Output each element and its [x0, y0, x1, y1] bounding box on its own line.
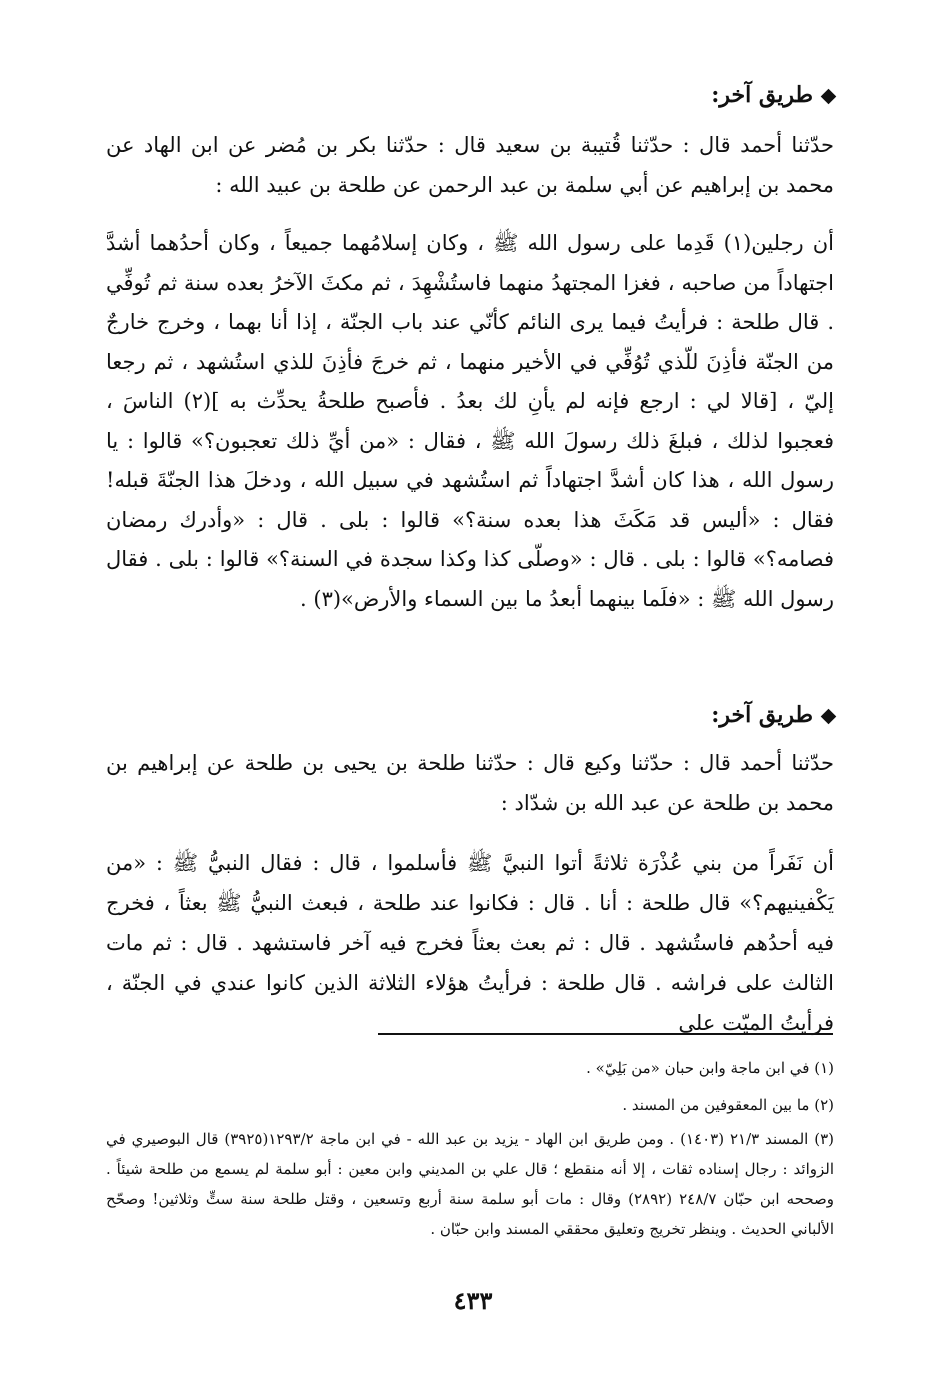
- hadith-text-2: أن نَفَراً من بني عُذْرَة ثلاثةً أتوا النبيَّ ﷺ فأسلموا ، قال : فقال النبيُّ ﷺ : «من يَكْفينيهم؟» قال طلحة : أنا . قال : فكانوا عند طلحة ، فبعث النبيُّ ﷺ بعثاً ، فخرج فيه أحدُهم فاستُشهد . قال : ثم بعث بعثاً فخرج فيه آخر فاستشهد . قال : ثم مات الثالث على فراشه . قال طلحة : فرأيتُ هؤلاء الثلاثة الذين كانوا عندي في الجنّة ، فرأيتُ الميّت على: [106, 851, 834, 1035]
- isnad-paragraph-2: حدّثنا أحمد قال : حدّثنا وكيع قال : حدّثنا طلحة بن يحيى بن طلحة عن إبراهيم بن محمد بن طلحة عن عبد الله بن شدّاد :: [106, 751, 834, 815]
- footnote-3: (٣) المسند ٢١/٣ (١٤٠٣) . ومن طريق ابن الهاد - يزيد بن عبد الله - في ابن ماجة ١٢٩٣/٢(٣٩٢٥) قال البوصيري في الزوائد : رجال إسناده ثقات ، إلا أنه منقطع ؛ قال علي بن المديني وابن معين : أبو سلمة لم يسمع من طلحة شيئاً . وصححه ابن حبّان ٢٤٨/٧ (٢٨٩٢) وقال : مات أبو سلمة سنة أربع وتسعين ، وقتل طلحة سنة ستٍّ وثلاثين! وصحّح الألباني الحديث . وينظر تخريج وتعليق محققي المسند وابن حبّان .: [106, 1130, 835, 1238]
- section-heading-2: طريق آخر:: [711, 698, 834, 732]
- diamond-bullet-icon: [821, 88, 837, 104]
- isnad-paragraph-1: حدّثنا أحمد قال : حدّثنا قُتيبة بن سعيد قال : حدّثنا بكر بن مُضر عن ابن الهاد عن محمد بن إبراهيم عن أبي سلمة بن عبد الرحمن عن طلحة بن عبيد الله :: [106, 133, 834, 197]
- footnote-1: (١) في ابن ماجة وابن حبان «من بَلِيّ» .: [586, 1059, 834, 1077]
- diamond-bullet-icon: [821, 708, 837, 724]
- section-heading-1: طريق آخر:: [711, 78, 834, 112]
- hadith-text-1: أن رجلين(١) قَدِما على رسول الله ﷺ ، وكان إسلامُهما جميعاً ، وكان أحدُهما أشدَّ اجتهاداً من صاحبه ، فغزا المجتهدُ منهما فاستُشْهِدَ ، ثم مكثَ الآخرُ بعده سنة ثم تُوفِّي . قال طلحة : فرأيتُ فيما يرى النائم كأنّي عند باب الجنّة ، إذا أنا بهما ، وخرج خارجٌ من الجنّة فأذِنَ للّذي تُوُفِّي في الأخير منهما ، ثم خرجَ فأذِنَ للذي استُشهد ، ثم رجعا إليّ ، [قالا لي : ارجع فإنه لم يأنِ لك بعدُ . فأصبح طلحةُ يحدِّث به ](٢) الناسَ ، فعجبوا لذلك ، فبلغَ ذلك رسولَ الله ﷺ ، فقال : «من أيِّ ذلك تعجبون؟» قالوا : يا رسول الله ، هذا كان أشدَّ اجتهاداً ثم استُشهد في سبيل الله ، ودخلَ هذا الجنّةَ قبله! فقال : «أليس قد مَكَثَ هذا بعده سنة؟» قالوا : بلى . قال : «وأدرك رمضان فصامه؟» قالوا : بلى . قال : «وصلّى كذا وكذا سجدة في السنة؟» قالوا : بلى . فقال رسول الله ﷺ : «فلَما بينهما أبعدُ ما بين السماء والأرض»(٣) .: [106, 231, 834, 611]
- page-number: ٤٣٣: [453, 1286, 493, 1315]
- footnote-2: (٢) ما بين المعقوفين من المسند .: [622, 1096, 834, 1114]
- footnote-separator: [378, 1033, 833, 1035]
